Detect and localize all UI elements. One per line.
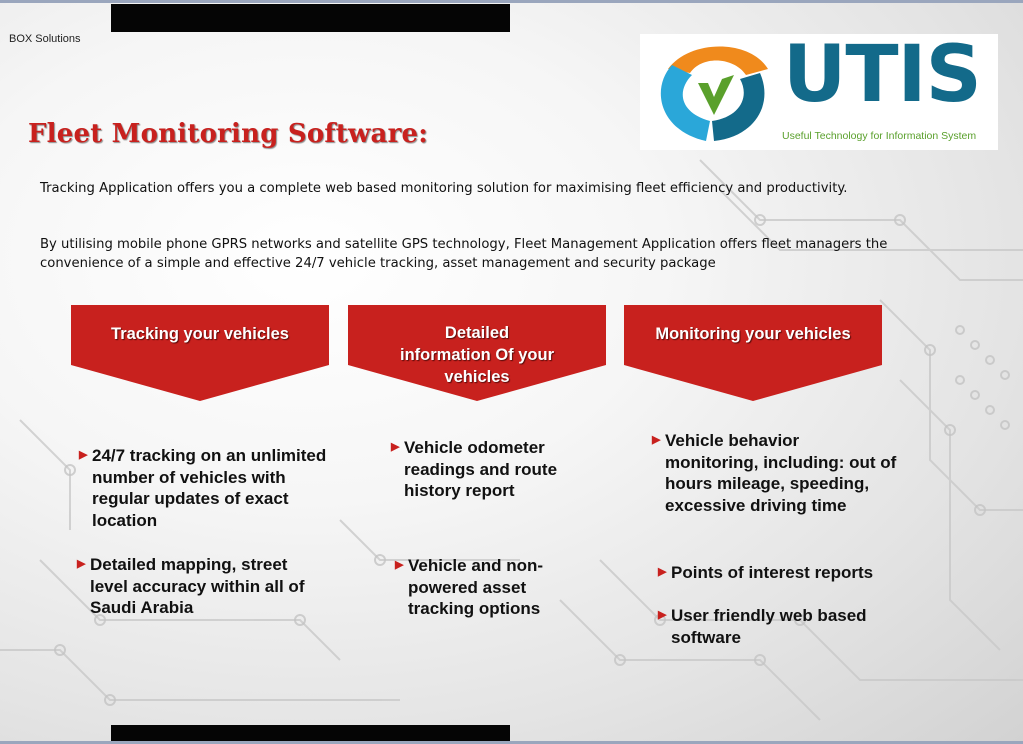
red-triangle-bullet-icon: ▶ (391, 441, 400, 453)
column-2-banner (348, 305, 606, 401)
red-triangle-bullet-icon: ▶ (652, 434, 661, 446)
red-triangle-bullet-icon: ▶ (658, 566, 667, 578)
list-item (395, 555, 575, 620)
column-2-heading: Detailed information Of your vehicles (400, 324, 554, 386)
column-3-heading: Monitoring your vehicles (655, 325, 851, 343)
column-1-heading: Tracking your vehicles (111, 325, 289, 343)
column-1-banner (71, 305, 329, 401)
list-item (652, 430, 897, 516)
list-item (79, 445, 329, 531)
utis-logo-mark-icon (650, 39, 775, 145)
company-name: BOX Solutions (9, 33, 81, 45)
bullet-text: User friendly web based software (671, 606, 867, 647)
list-item (391, 437, 581, 502)
bullet-text: Detailed mapping, street level accuracy within all of Saudi Arabia (90, 555, 305, 618)
bullet-text: Vehicle odometer readings and route history report (404, 438, 558, 501)
bullet-text: Vehicle and non-powered asset tracking options (408, 556, 544, 619)
list-item (77, 554, 317, 619)
logo-tagline: Useful Technology for Information System (782, 130, 977, 142)
list-item (658, 562, 898, 584)
banner-shape (624, 305, 882, 401)
banner-shape (71, 305, 329, 401)
list-item (658, 605, 898, 648)
red-triangle-bullet-icon: ▶ (77, 558, 86, 570)
red-triangle-bullet-icon: ▶ (79, 449, 88, 461)
intro-paragraph-2: By utilising mobile phone GPRS networks and satellite GPS technology, Fleet Management Application offers fleet managers the convenience of a simple and effective 24/7 vehicle tracking, asset management and security package (40, 237, 888, 271)
red-triangle-bullet-icon: ▶ (658, 609, 667, 621)
column-3-banner (624, 305, 882, 401)
red-triangle-bullet-icon: ▶ (395, 559, 404, 571)
logo-wordmark: UTIS (783, 30, 981, 120)
bullet-text: Points of interest reports (671, 563, 874, 582)
bullet-text: 24/7 tracking on an unlimited number of vehicles with regular updates of exact location (92, 446, 327, 530)
bullet-text: Vehicle behavior monitoring, including: out of hours mileage, speeding, excessive driving time (665, 431, 897, 515)
utis-logo (640, 30, 998, 150)
intro-paragraph-1: Tracking Application offers you a complete web based monitoring solution for maximising fleet efficiency and productivity. (40, 181, 848, 196)
page-title: Fleet Monitoring Software: (28, 119, 429, 149)
